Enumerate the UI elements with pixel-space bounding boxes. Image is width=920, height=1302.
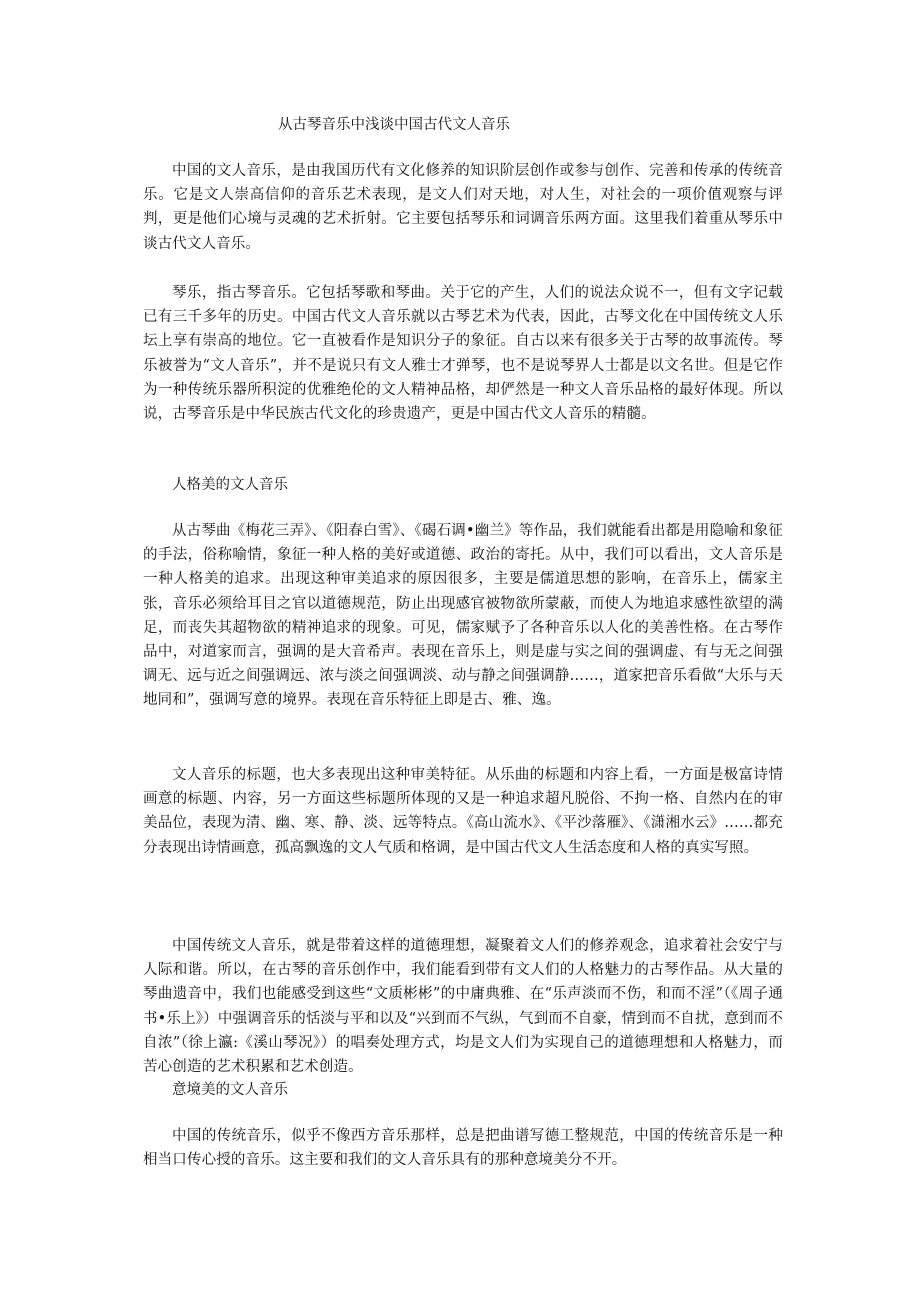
paragraph-personality-beauty: 从古琴曲《梅花三弄》、《阳春白雪》、《碣石调•幽兰》等作品，我们就能看出都是用隐喻和象征的手法，俗称喻情，象征一种人格的美好或道德、政治的寄托。从中，我们可以看出，文人音乐是一种人格美的追求。出现这种审美追求的原因很多，主要是儒道思想的影响，在音乐上，儒家主张，音乐必须给耳目之官以道德规范，防止出现感官被物欲所蒙蔽，而使人为地追求感性欲望的满足，而丧失其超物欲的精神追求的现象。可见，儒家赋予了各种音乐以人化的美善性格。在古琴作品中，对道家而言，强调的是大音希声。表现在音乐上，则是虚与实之间的强调虚、有与无之间强调无、远与近之间强调远、浓与淡之间强调淡、动与静之间强调静……，道家把音乐看做“大乐与天地同和”，强调写意的境界。表现在音乐特征上即是古、雅、逸。 (143, 523, 783, 709)
section-heading-personality: 人格美的文人音乐 (172, 477, 288, 493)
paragraph-moral-ideal: 中国传统文人音乐，就是带着这样的道德理想，凝聚着文人们的修养观念，追求着社会安宁与人际和谐。所以，在古琴的音乐创作中，我们能看到带有文人们的人格魅力的古琴作品。从大量的琴曲遗音中，我们也能感受到这些“文质彬彬”的中庸典雅、在“乐声淡而不伤，和而不淫”（《周子通书•乐上》）中强调音乐的恬淡与平和以及“兴到而不气纵，气到而不自豪，情到而不自扰，意到而不自浓”（徐上瀛:《溪山琴况》）的唱奏处理方式，均是文人们为实现自己的道德理想和人格魅力，而苦心创造的艺术积累和艺术创造。 (143, 938, 783, 1076)
paragraph-titles: 文人音乐的标题，也大多表现出这种审美特征。从乐曲的标题和内容上看，一方面是极富诗情画意的标题、内容，另一方面这些标题所体现的又是一种追求超凡脱俗、不拘一格、自然内在的审美品位，表现为清、幽、寒、静、淡、远等特点。《高山流水》、《平沙落雁》、《潇湘水云》……都充分表现出诗情画意，孤高飘逸的文人气质和格调，是中国古代文人生活态度和人格的真实写照。 (143, 767, 783, 856)
document-title: 从古琴音乐中浅谈中国古代文人音乐 (278, 117, 510, 133)
section-heading-artistic-conception: 意境美的文人音乐 (172, 1082, 288, 1098)
paragraph-qin-music: 琴乐，指古琴音乐。它包括琴歌和琴曲。关于它的产生，人们的说法众说不一，但有文字记载已有三千多年的历史。中国古代文人音乐就以古琴艺术为代表，因此，古琴文化在中国传统文人乐坛上享有崇高的地位。它一直被看作是知识分子的象征。自古以来有很多关于古琴的故事流传。琴乐被誉为“文人音乐”，并不是说只有文人雅士才弹琴，也不是说琴界人士都是以文名世。但是它作为一种传统乐器所积淀的优雅绝伦的文人精神品格，却俨然是一种文人音乐品格的最好体现。所以说，古琴音乐是中华民族古代文化的珍贵遗产，更是中国古代文人音乐的精髓。 (143, 285, 783, 423)
paragraph-intro: 中国的文人音乐，是由我国历代有文化修养的知识阶层创作或参与创作、完善和传承的传统音乐。它是文人崇高信仰的音乐艺术表现，是文人们对天地，对人生，对社会的一项价值观察与评判，更是他们心境与灵魂的艺术折射。它主要包括琴乐和词调音乐两方面。这里我们着重从琴乐中谈古代文人音乐。 (143, 163, 783, 252)
paragraph-traditional-music: 中国的传统音乐，似乎不像西方音乐那样，总是把曲谱写德工整规范，中国的传统音乐是一种相当口传心授的音乐。这主要和我们的文人音乐具有的那种意境美分不开。 (143, 1128, 783, 1169)
